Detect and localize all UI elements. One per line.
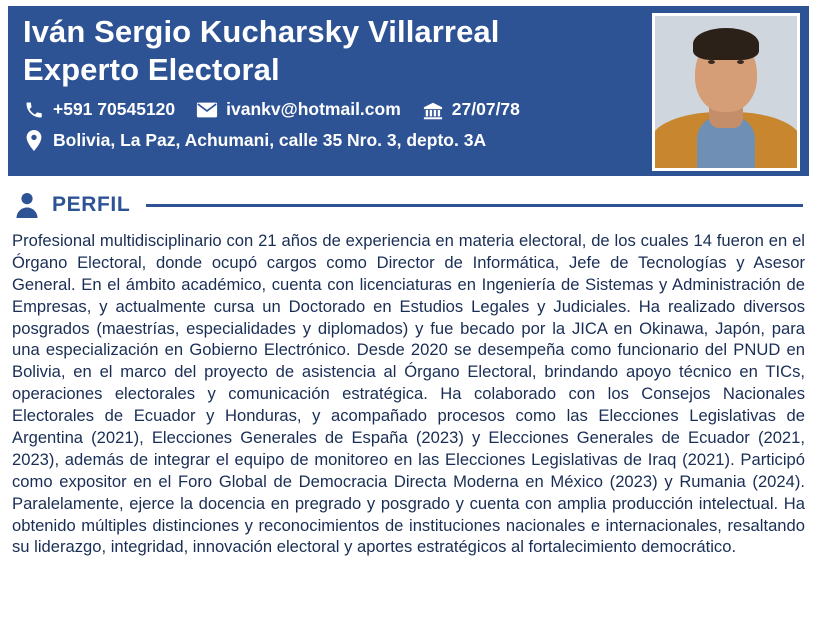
candidate-role: Experto Electoral <box>23 51 280 87</box>
birthdate-text: 27/07/78 <box>451 99 520 120</box>
contact-birthdate <box>422 99 520 121</box>
section-divider <box>146 204 803 207</box>
section-header-perfil <box>12 186 805 224</box>
profile-paragraph: Profesional multidisciplinario con 21 años de experiencia en materia electoral, de los cuales 14 fueron en el Órgano Electoral, donde ocupó cargos como Director de Informática, Jefe de Tecnologías y Asesor General. En el ámbito académico, cuenta con licenciaturas en Ingeniería de Sistemas y Administración de Empresas, y actualmente cursa un Doctorado en Estudios Legales y Judiciales. Ha realizado diversos posgrados (maestrías, especialidades y diplomados) y fue becado por la JICA en Okinawa, Japón, para una especialización en Gobierno Electrónico. Desde 2020 se desempeña como funcionario del PNUD en Bolivia, en el marco del proyecto de asistencia al Órgano Electoral, brindando apoyo técnico en TICs, operaciones electorales y comunicación estratégica. Ha colaborado con los Consejos Nacionales Electorales de Ecuador y Honduras, y acompañado procesos como las Elecciones Legislativas de Argentina (2021), Elecciones Generales de España (2023) y Elecciones Generales de Ecuador (2021, 2023), además de integrar el equipo de monitoreo en las Elecciones Legislativas de Iraq (2021). Participó como expositor en el Foro Global de Democracia Directa Moderna en México (2023) y Rumania (2024). Paralelamente, ejerce la docencia en pregrado y posgrado y cuenta con amplia producción intelectual. Ha obtenido múltiples distinciones y reconocimientos de instituciones nacionales e internacionales, resaltando su liderazgo, integridad, innovación electoral y aportes estratégicos al fortalecimiento democrático. <box>12 231 805 557</box>
avatar <box>652 13 800 171</box>
email-text: ivankv@hotmail.com <box>226 99 401 120</box>
contact-phone[interactable] <box>23 99 175 121</box>
portrait-photo <box>655 16 797 168</box>
phone-icon <box>23 99 45 121</box>
section-title: PERFIL <box>52 193 131 216</box>
cv-header <box>8 6 809 176</box>
calendar-building-icon <box>422 99 444 121</box>
envelope-icon <box>196 99 218 121</box>
header-left-block <box>9 7 652 158</box>
location-text: Bolivia, La Paz, Achumani, calle 35 Nro. 3, depto. 3A <box>53 130 487 151</box>
person-bust-icon <box>12 189 42 221</box>
contact-row-secondary <box>23 130 646 152</box>
candidate-name: Iván Sergio Kucharsky Villarreal <box>23 14 500 49</box>
contact-location <box>23 130 486 152</box>
cv-page <box>0 6 817 639</box>
contact-row-primary <box>23 99 646 121</box>
map-pin-icon <box>23 130 45 152</box>
contact-email[interactable] <box>196 99 401 121</box>
phone-text: +591 70545120 <box>53 99 176 120</box>
